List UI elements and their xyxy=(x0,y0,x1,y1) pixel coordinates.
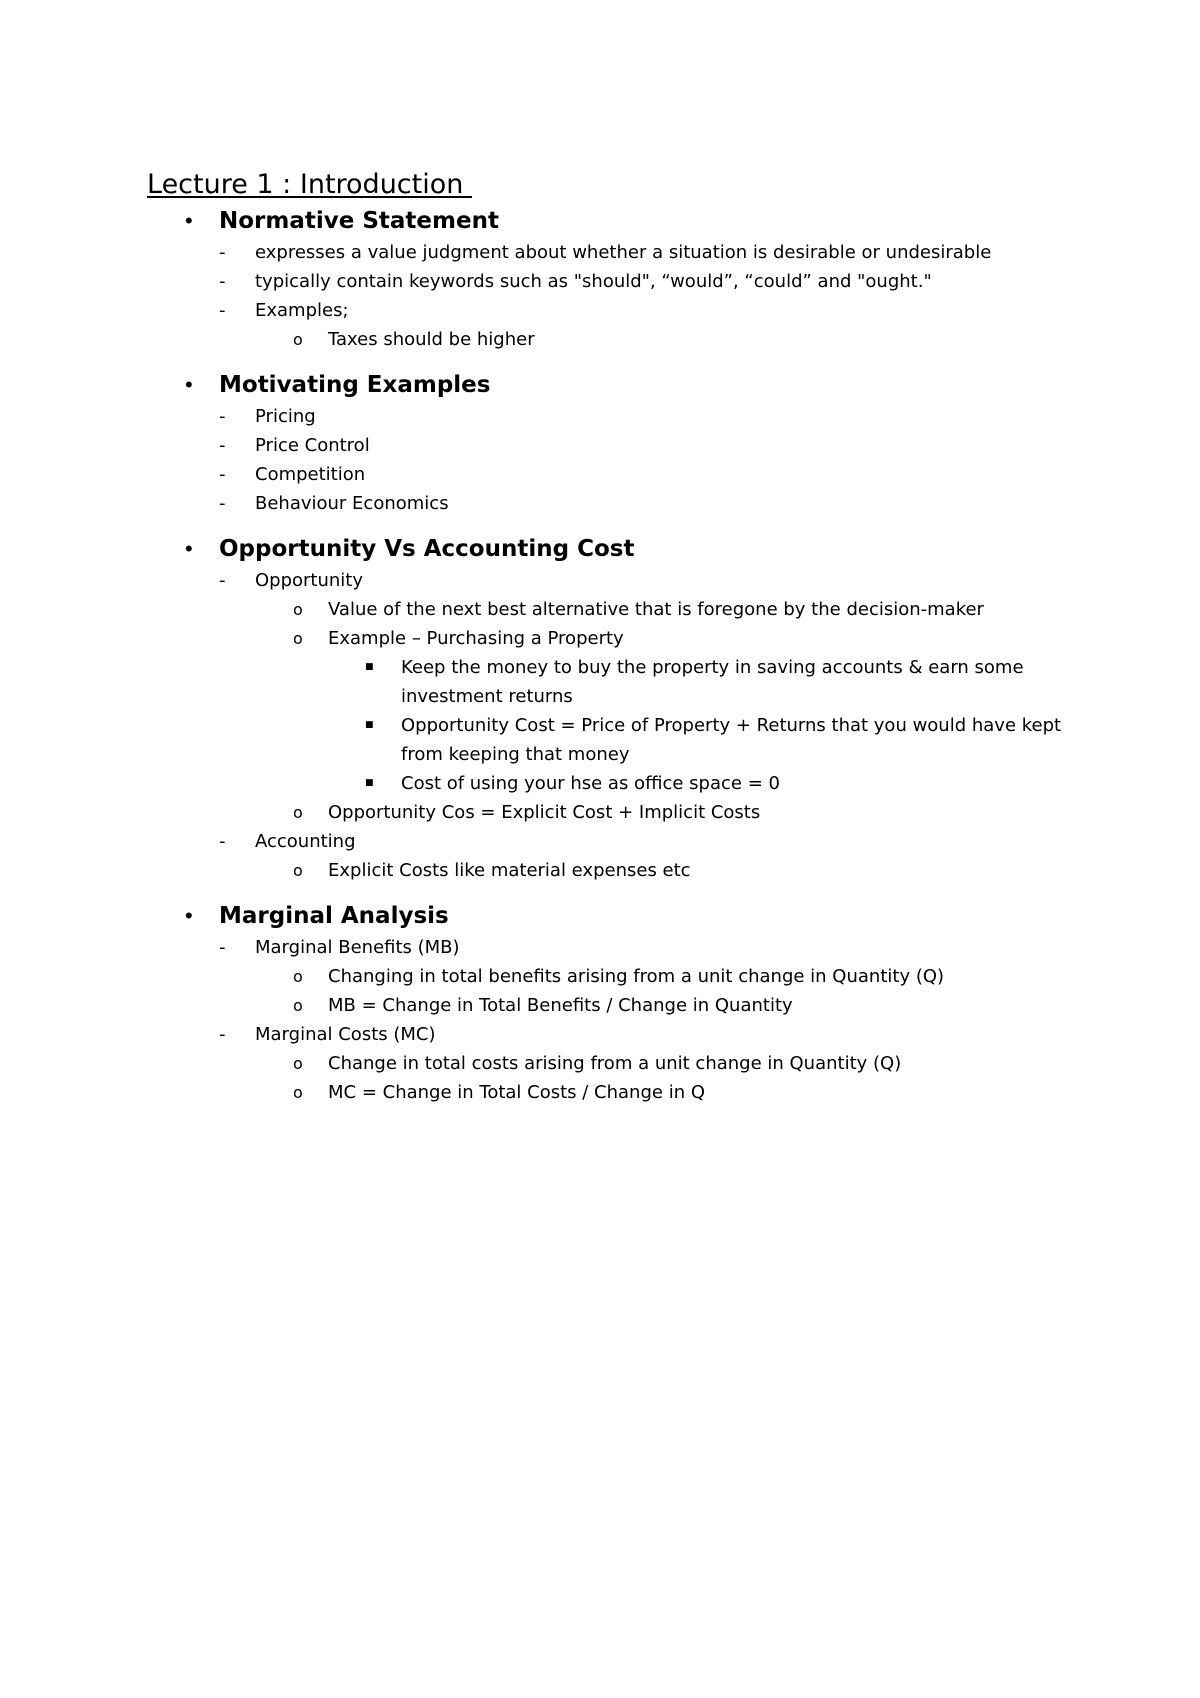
list-item xyxy=(147,431,1077,460)
document-body xyxy=(147,168,1077,1107)
circle-bullet-icon: o xyxy=(293,861,303,880)
list-item xyxy=(147,856,1077,885)
list-item xyxy=(147,296,1077,325)
square-bullet-icon: ■ xyxy=(365,720,374,730)
list-item-text: typically contain keywords such as "should", “would”, “could” and "ought." xyxy=(255,271,932,292)
list-item xyxy=(147,933,1077,962)
list-item-text: Keep the money to buy the property in saving accounts & earn some investment returns xyxy=(401,657,1024,707)
circle-bullet-icon: o xyxy=(293,629,303,648)
section-motivating-examples xyxy=(147,368,1077,518)
circle-bullet-icon: o xyxy=(293,330,303,349)
circle-bullet-icon: o xyxy=(293,1083,303,1102)
list-item xyxy=(147,460,1077,489)
list-item xyxy=(147,595,1077,624)
dash-icon: - xyxy=(219,435,226,456)
dash-icon: - xyxy=(219,937,226,958)
list-item xyxy=(147,1020,1077,1049)
list-item-text: Explicit Costs like material expenses etc xyxy=(328,860,691,881)
list-item-text: Taxes should be higher xyxy=(328,329,535,350)
bullet-icon: • xyxy=(185,536,193,561)
list-item xyxy=(147,267,1077,296)
bullet-icon: • xyxy=(185,903,193,928)
list-item xyxy=(147,769,1077,798)
circle-bullet-icon: o xyxy=(293,1054,303,1073)
list-item-text: expresses a value judgment about whether a situation is desirable or undesirable xyxy=(255,242,992,263)
list-item xyxy=(147,1078,1077,1107)
list-item xyxy=(147,624,1077,653)
list-item-text: Value of the next best alternative that is foregone by the decision-maker xyxy=(328,599,984,620)
list-item-text: Example – Purchasing a Property xyxy=(328,628,624,649)
dash-icon: - xyxy=(219,242,226,263)
list-item-text: Opportunity xyxy=(255,570,364,591)
list-item-text: Cost of using your hse as office space = 0 xyxy=(401,773,780,794)
section-heading: Motivating Examples xyxy=(219,372,491,398)
circle-bullet-icon: o xyxy=(293,803,303,822)
section-normative-statement xyxy=(147,204,1077,354)
list-item-text: Behaviour Economics xyxy=(255,493,449,514)
dash-icon: - xyxy=(219,1024,226,1045)
list-item xyxy=(147,402,1077,431)
section-heading-row xyxy=(147,368,1077,402)
bullet-icon: • xyxy=(185,208,193,233)
list-item-text: MB = Change in Total Benefits / Change in Quantity xyxy=(328,995,793,1016)
list-item xyxy=(147,962,1077,991)
list-item-text: Accounting xyxy=(255,831,356,852)
page-title: Lecture 1 : Introduction xyxy=(147,169,472,200)
dash-icon: - xyxy=(219,464,226,485)
list-item-text: Competition xyxy=(255,464,366,485)
list-item-text: Marginal Benefits (MB) xyxy=(255,937,460,958)
dash-icon: - xyxy=(219,493,226,514)
dash-icon: - xyxy=(219,406,226,427)
circle-bullet-icon: o xyxy=(293,600,303,619)
dash-icon: - xyxy=(219,570,226,591)
list-item-text: Marginal Costs (MC) xyxy=(255,1024,436,1045)
list-item-text: Changing in total benefits arising from a unit change in Quantity (Q) xyxy=(328,966,945,987)
square-bullet-icon: ■ xyxy=(365,662,374,672)
section-heading-row xyxy=(147,899,1077,933)
section-heading: Marginal Analysis xyxy=(219,903,449,929)
section-opportunity-vs-accounting-cost xyxy=(147,532,1077,885)
list-item xyxy=(147,827,1077,856)
list-item xyxy=(147,798,1077,827)
section-heading-row xyxy=(147,532,1077,566)
section-heading: Normative Statement xyxy=(219,208,499,234)
section-marginal-analysis xyxy=(147,899,1077,1107)
section-heading-row xyxy=(147,204,1077,238)
list-item-text: Pricing xyxy=(255,406,316,427)
list-item-text: Change in total costs arising from a unit change in Quantity (Q) xyxy=(328,1053,902,1074)
list-item-text: Price Control xyxy=(255,435,370,456)
dash-icon: - xyxy=(219,831,226,852)
list-item xyxy=(147,653,1077,711)
list-item xyxy=(147,238,1077,267)
circle-bullet-icon: o xyxy=(293,996,303,1015)
list-item xyxy=(147,325,1077,354)
list-item-text: Opportunity Cost = Price of Property + Returns that you would have kept from keeping that money xyxy=(401,715,1062,765)
list-item-text: MC = Change in Total Costs / Change in Q xyxy=(328,1082,705,1103)
square-bullet-icon: ■ xyxy=(365,778,374,788)
list-item xyxy=(147,711,1077,769)
list-item xyxy=(147,1049,1077,1078)
list-item-text: Examples; xyxy=(255,300,349,321)
dash-icon: - xyxy=(219,300,226,321)
circle-bullet-icon: o xyxy=(293,967,303,986)
list-item-text: Opportunity Cos = Explicit Cost + Implicit Costs xyxy=(328,802,761,823)
list-item xyxy=(147,566,1077,595)
dash-icon: - xyxy=(219,271,226,292)
list-item xyxy=(147,991,1077,1020)
list-item xyxy=(147,489,1077,518)
section-heading: Opportunity Vs Accounting Cost xyxy=(219,536,635,562)
bullet-icon: • xyxy=(185,372,193,397)
